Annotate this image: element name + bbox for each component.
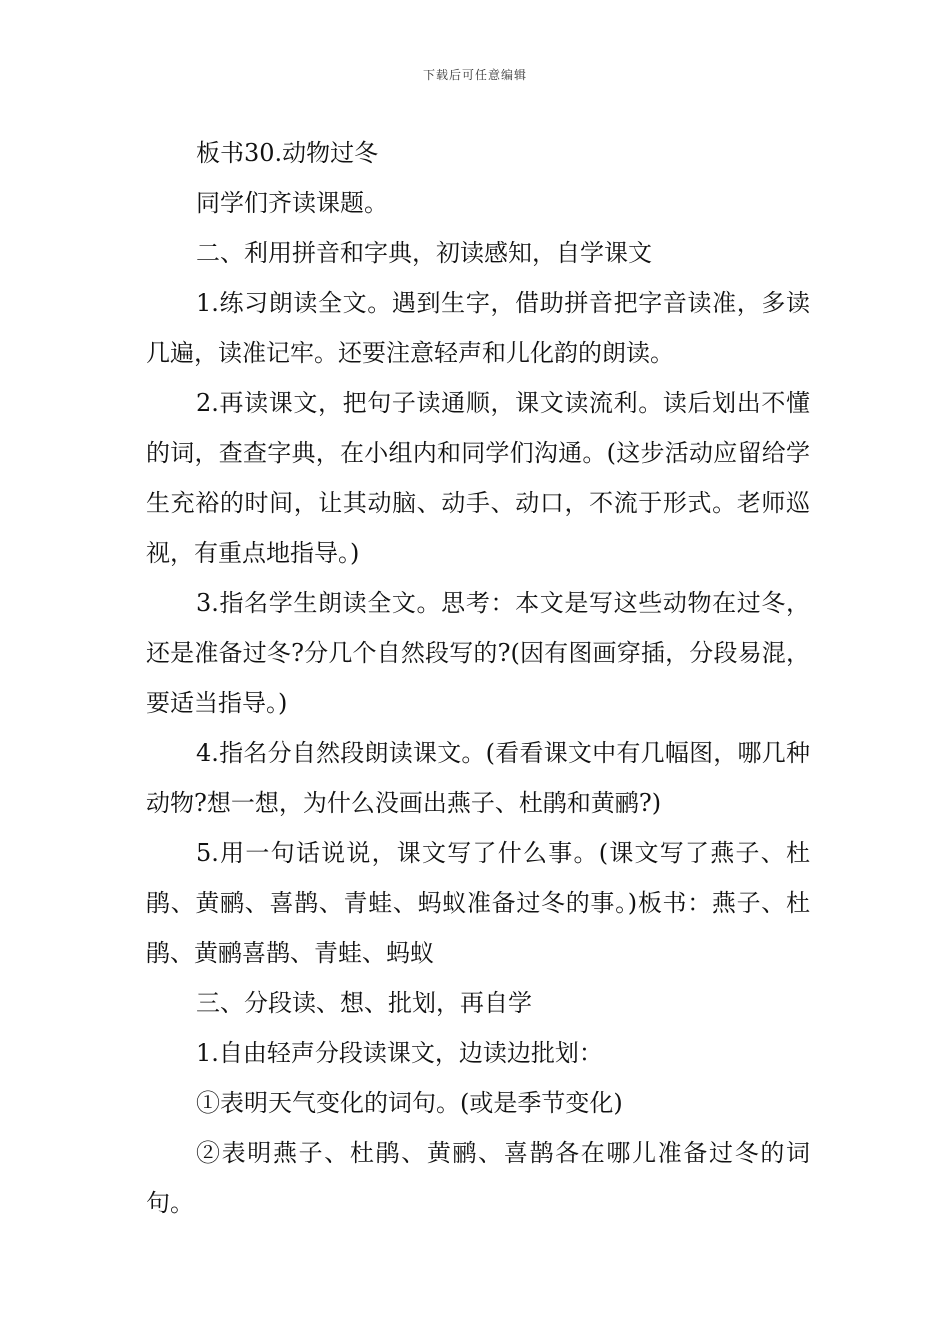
- paragraph-item-1: 1.练习朗读全文。遇到生字，借助拼音把字音读准，多读几遍，读准记牢。还要注意轻声和儿化韵的朗读。: [146, 289, 810, 367]
- section-heading-2: 二、利用拼音和字典，初读感知，自学课文: [196, 239, 652, 267]
- paragraph-read-title: 同学们齐读课题。: [196, 189, 388, 217]
- paragraph-item-5: 5.用一句话说说，课文写了什么事。(课文写了燕子、杜鹃、黄鹂、喜鹊、青蛙、蚂蚁准备过冬的事。)板书：燕子、杜鹃、黄鹂喜鹊、青蛙、蚂蚁: [146, 839, 810, 967]
- paragraph-item-3: 3.指名学生朗读全文。思考：本文是写这些动物在过冬，还是准备过冬?分几个自然段写的?(因有图画穿插，分段易混，要适当指导。): [146, 589, 810, 717]
- paragraph-item-2: 2.再读课文，把句子读通顺，课文读流利。读后划出不懂的词，查查字典，在小组内和同学们沟通。(这步活动应留给学生充裕的时间，让其动脑、动手、动口，不流于形式。老师巡视，有重点地指导。): [146, 389, 810, 567]
- paragraph-circled-2: ②表明燕子、杜鹃、黄鹂、喜鹊各在哪儿准备过冬的词句。: [146, 1139, 810, 1217]
- section-heading-3: 三、分段读、想、批划，再自学: [196, 989, 532, 1017]
- paragraph-circled-1: ①表明天气变化的词句。(或是季节变化): [196, 1089, 623, 1117]
- header-note: 下载后可任意编辑: [422, 68, 527, 82]
- document-body: [146, 128, 810, 1228]
- paragraph-item-4: 4.指名分自然段朗读课文。(看看课文中有几幅图，哪几种动物?想一想，为什么没画出燕子、杜鹃和黄鹂?): [146, 739, 810, 817]
- paragraph-board-title: 板书30.动物过冬: [196, 139, 379, 167]
- paragraph-section3-item-1: 1.自由轻声分段读课文，边读边批划：: [196, 1039, 603, 1067]
